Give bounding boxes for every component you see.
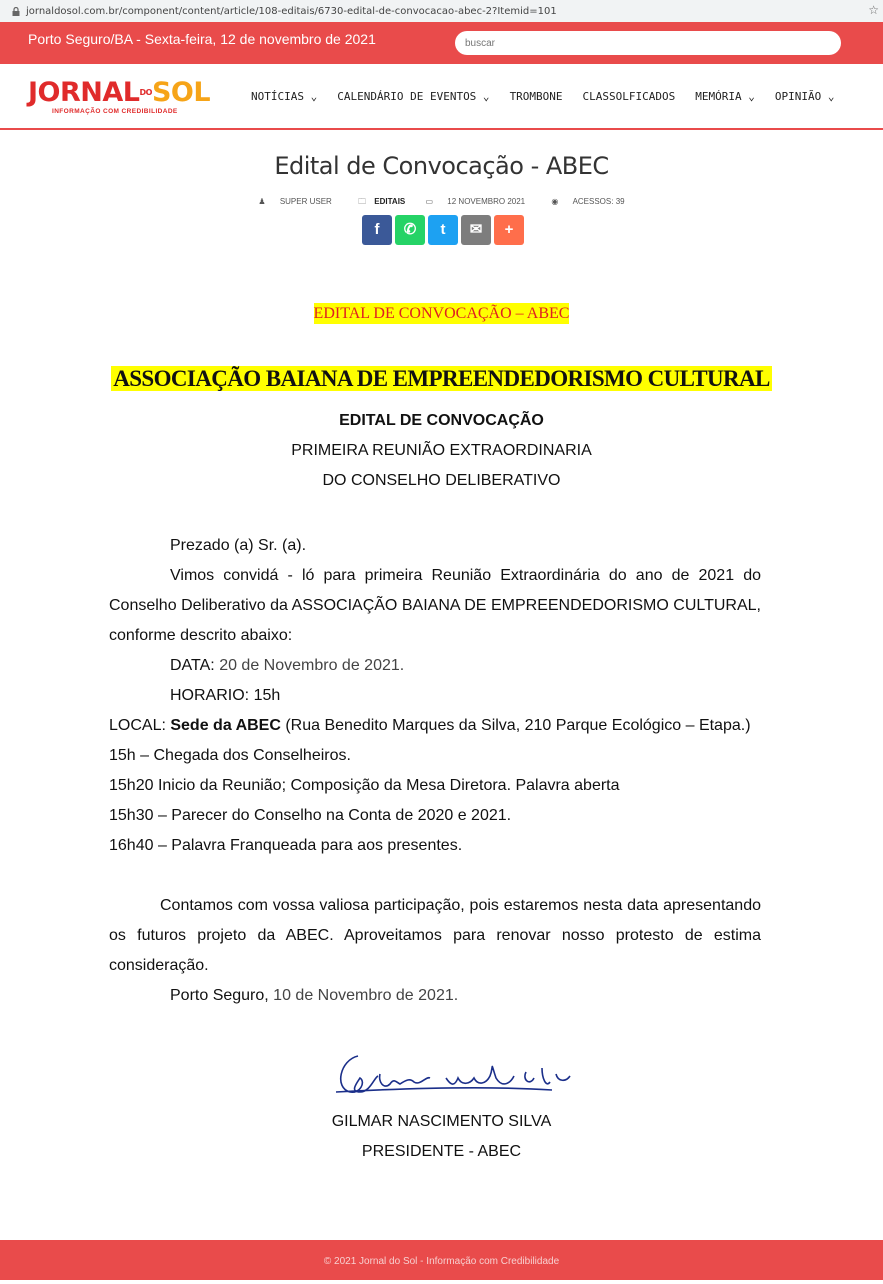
doc-org-name: ASSOCIAÇÃO BAIANA DE EMPREENDEDORISMO CULTURAL [113,366,770,391]
site-logo[interactable] [28,78,220,120]
doc-agenda-item: 15h20 Inicio da Reunião; Composição da Mesa Diretora. Palavra aberta [109,777,620,794]
logo-do: DO [139,88,152,97]
eye-icon: ◉ [551,197,559,206]
page-footer: © 2021 Jornal do Sol - Informação com Credibilidade [0,1240,883,1280]
lock-icon [12,7,20,16]
date-meta [420,197,532,206]
doc-letter-body [109,531,761,1011]
hits-count: ACESSOS: 39 [572,197,625,206]
doc-subtitle-1: PRIMEIRA REUNIÃO EXTRAORDINARIA [291,442,592,459]
doc-red-heading: EDITAL DE CONVOCAÇÃO – ABEC [313,305,570,322]
whatsapp-share-button[interactable]: ✆ [395,215,425,245]
doc-subtitle-2: DO CONSELHO DELIBERATIVO [322,472,561,489]
publish-date: 12 NOVEMBRO 2021 [447,197,526,206]
folder-icon: 🗀 [358,197,367,206]
doc-agenda-item: 15h30 – Parecer do Conselho na Conta de 2020 e 2021. [109,807,512,824]
doc-local-label: LOCAL: [109,717,171,734]
doc-agenda-item: 15h – Chegada dos Conselheiros. [109,747,351,764]
doc-place: Porto Seguro, [170,987,274,1004]
doc-date-label: DATA: [170,657,220,674]
author-meta [252,197,337,206]
signer-role: PRESIDENTE - ABEC [361,1143,522,1160]
nav-item-classificados[interactable]: CLASSOLFICADOS [582,90,676,103]
more-share-button[interactable]: + [494,215,524,245]
signature-image [330,1048,590,1100]
facebook-share-button[interactable]: f [362,215,392,245]
nav-item-opiniao[interactable]: OPINIÃO ⌄ [774,90,835,103]
hits-meta [545,197,630,206]
email-share-button[interactable]: ✉ [461,215,491,245]
doc-edital-title: EDITAL DE CONVOCAÇÃO [339,412,544,429]
url-text[interactable]: jornaldosol.com.br/component/content/article/108-editais/6730-edital-de-convocacao-abec-2?Itemid=101 [26,5,557,17]
doc-local-line [109,711,761,741]
doc-org-wrap [0,366,883,392]
top-bar [0,22,883,64]
doc-agenda-item: 16h40 – Palavra Franqueada para aos presentes. [109,837,463,854]
browser-address-bar[interactable] [0,0,883,23]
logo-tagline: INFORMAÇÃO COM CREDIBILIDADE [52,108,178,115]
doc-local-rest: (Rua Benedito Marques da Silva, 210 Parque Ecológico – Etapa.) [280,717,751,734]
nav-menu [251,90,854,103]
share-buttons [362,215,527,245]
author-name: SUPER USER [279,197,332,206]
article-title: Edital de Convocação - ABEC [274,152,609,180]
doc-local-bold: Sede da ABEC [170,717,281,734]
doc-place-line [109,981,761,1011]
doc-intro: Vimos convidá - ló para primeira Reunião Extraordinária do ano de 2021 do Conselho Deliberativo da ASSOCIAÇÃO BAIANA DE EMPREENDEDORISMO CULTURAL, conforme descrito abaixo: [109,567,761,644]
doc-greeting: Prezado (a) Sr. (a). [170,537,307,554]
nav-item-memoria[interactable]: MEMÓRIA ⌄ [695,90,755,103]
signer-name: GILMAR NASCIMENTO SILVA [331,1113,552,1130]
nav-item-trombone[interactable]: TROMBONE [509,90,563,103]
main-navbar [0,64,883,130]
logo-jornal: JORNAL [28,77,140,108]
calendar-icon: ▭ [425,197,434,206]
nav-item-calendario[interactable]: CALENDÁRIO DE EVENTOS ⌄ [337,90,490,103]
doc-date-value: 20 de Novembro de 2021. [219,657,405,674]
doc-date-line [109,651,761,681]
doc-closing: Contamos com vossa valiosa participação, pois estaremos nesta data apresentando os futuros projeto da ABEC. Aproveitamos para renovar nosso protesto de estima consideração. [109,897,761,974]
bookmark-star-icon[interactable]: ☆ [868,3,879,17]
user-icon: ♟ [258,197,266,206]
search-input[interactable] [455,31,841,55]
doc-time: HORARIO: 15h [170,687,281,704]
nav-item-noticias[interactable]: NOTÍCIAS ⌄ [251,90,318,103]
twitter-share-button[interactable]: t [428,215,458,245]
doc-place-date: 10 de Novembro de 2021. [273,987,459,1004]
category-meta [352,197,405,206]
doc-red-heading-wrap [0,305,883,323]
logo-sol: SOL [151,77,211,108]
current-date: Porto Seguro/BA - Sexta-feira, 12 de novembro de 2021 [28,31,376,47]
article-meta [0,196,883,210]
category-link[interactable]: EDITAIS [374,197,406,206]
